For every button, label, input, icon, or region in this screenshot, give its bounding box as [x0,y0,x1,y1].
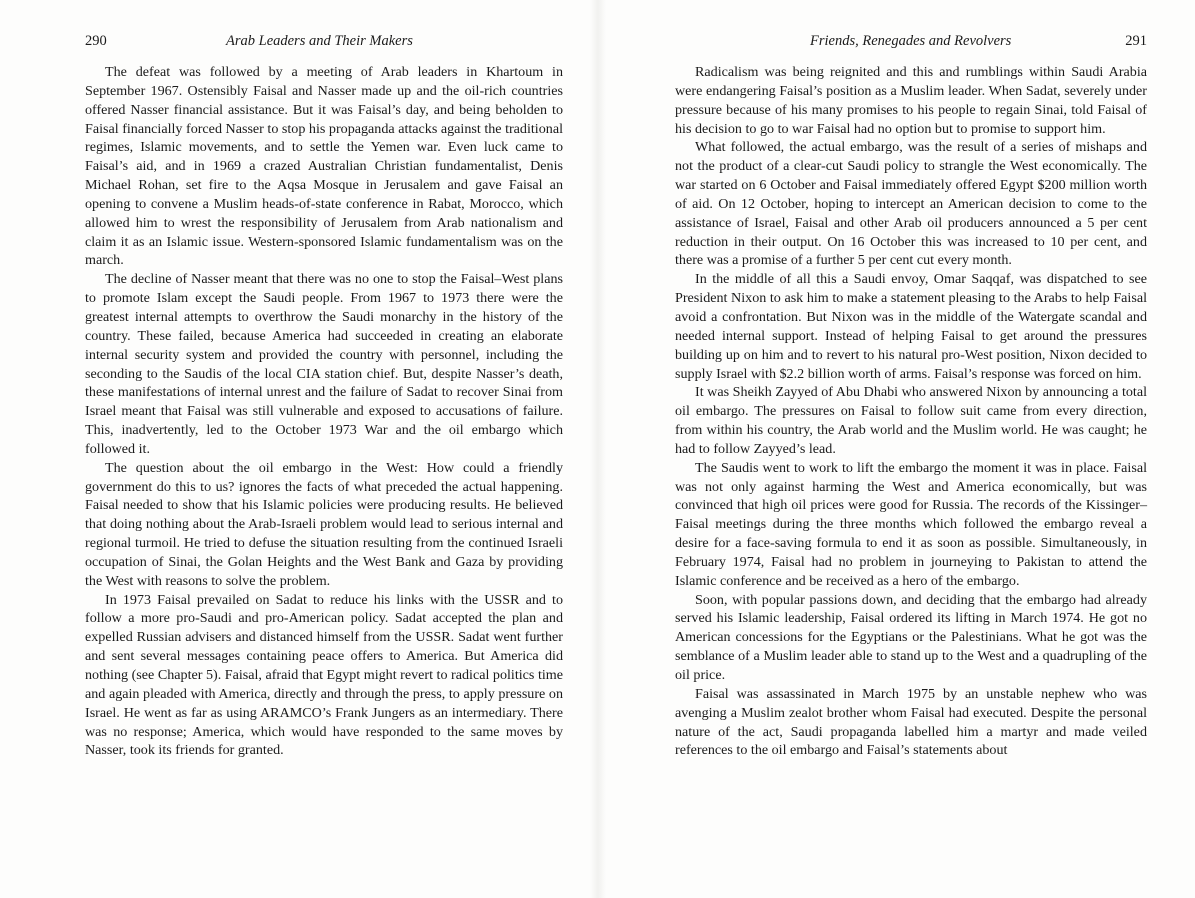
book-gutter [590,0,606,898]
right-paragraph-2: What followed, the actual embargo, was the result of a series of mishaps and not the product of a clear-cut Saudi policy to strangle the West economically. The war started on 6 October and Faisal immediately offered Egypt $200 million worth of aid. On 12 October, hoping to intercept an American decision to come to the assistance of Israel, Faisal and other Arab oil producers announced a 5 per cent reduction in their output. On 16 October this was increased to 10 per cent, and there was a promise of a further 5 per cent cut every month. [675,139,1147,269]
left-paragraph-2: The decline of Nasser meant that there was no one to stop the Faisal–West plans to promote Islam except the Saudi people. From 1967 to 1973 there were the greatest internal attempts to overthrow the Saudi monarchy in the history of the country. These failed, because America had succeeded in creating an elaborate internal security system and provided the country with personnel, including the seconding to the Saudis of the local CIA station chief. But, despite Nasser’s death, these manifestations of internal unrest and the failure of Sadat to recover Sinai from Israel meant that Faisal was still vulnerable and exposed to accusations of failure. This, inadvertently, led to the October 1973 War and the oil embargo which followed it. [85,271,563,457]
left-paragraph-4: In 1973 Faisal prevailed on Sadat to reduce his links with the USSR and to follow a more pro-Saudi and pro-American policy. Sadat accepted the plan and expelled Russian advisers and distanced himself from the USSR. Sadat went further and sent several messages containing peace offers to America. But America did nothing (see Chapter 5). Faisal, afraid that Egypt might revert to radical politics time and again pleaded with America, directly and through the press, to apply pressure on Israel. He went as far as using ARAMCO’s Frank Jungers as an intermediary. There was no response; America, which would have responded to the same moves by Nasser, took its friends for granted. [85,591,563,759]
right-paragraph-4: It was Sheikh Zayyed of Abu Dhabi who answered Nixon by announcing a total oil embargo. The pressures on Faisal to follow suit came from every direction, from within his country, the Arab world and the Muslim world. He was caught; he had to follow Zayyed’s lead. [675,384,1147,457]
right-running-head: Friends, Renegades and Revolvers [810,33,1012,49]
right-paragraph-1: Radicalism was being reignited and this and rumblings within Saudi Arabia were endangering Faisal’s position as a Muslim leader. When Sadat, severely under pressure because of his many promises to his people to regain Sinai, told Faisal of his decision to go to war Faisal had no option but to promise to support him. [675,64,1147,137]
right-page-header [675,33,1147,53]
right-paragraph-7: Faisal was assassinated in March 1975 by an unstable nephew who was avenging a Muslim zealot brother whom Faisal had executed. Despite the personal nature of the act, Saudi propaganda labelled him a martyr and made veiled references to the oil embargo and Faisal’s statements about [675,685,1147,759]
left-page-body [85,63,563,760]
left-paragraph-1: The defeat was followed by a meeting of Arab leaders in Khartoum in September 1967. Ostensibly Faisal and Nasser made up and the oil-rich countries offered Nasser financial assistance. But it was Faisal’s day, and being beholden to Faisal financially forced Nasser to stop his propaganda attacks against the traditional regimes, Islamic movements, and to settle the Yemen war. Even luck came to Faisal’s aid, and in 1969 a crazed Australian Christian fundamentalist, Denis Michael Rohan, set fire to the Aqsa Mosque in Jerusalem and gave Faisal an opening to convene a Muslim heads-of-state conference in Rabat, Morocco, which allowed him to wrest the responsibility of Jerusalem from Arab nationalism and claim it as an Islamic issue. Western-sponsored Islamic fundamentalism was on the march. [85,64,563,269]
left-page-number: 290 [85,33,107,49]
left-running-head: Arab Leaders and Their Makers [226,33,413,49]
left-page-header [85,33,563,53]
right-paragraph-5: The Saudis went to work to lift the embargo the moment it was in place. Faisal was not only against harming the West and America economically, but was convinced that high oil prices were good for Russia. The records of the Kissinger–Faisal meetings during the three months which followed the embargo reveal a desire for a face-saving formula to end it as soon as possible. Simultaneously, in February 1974, Faisal had no problem in journeying to Pakistan to attend the Islamic conference and be received as a hero of the embargo. [675,459,1147,589]
right-page-number: 291 [1125,33,1147,49]
right-paragraph-6: Soon, with popular passions down, and deciding that the embargo had already served his Islamic leadership, Faisal ordered its lifting in March 1974. He got no American concessions for the Egyptians or the Palestinians. What he got was the semblance of a Muslim leader able to stand up to the West and a quadrupling of the oil price. [675,591,1147,683]
left-paragraph-3: The question about the oil embargo in the West: How could a friendly government do this to us? ignores the facts of what preceded the actual happening. Faisal needed to show that his Islamic policies were producing results. He believed that doing nothing about the Arab-Israeli problem would lead to serious internal and regional turmoil. He tried to defuse the situation resulting from the continued Israeli occupation of Sinai, the Golan Heights and the West Bank and Gaza by providing the West with reasons to solve the problem. [85,459,563,589]
right-paragraph-3: In the middle of all this a Saudi envoy, Omar Saqqaf, was dispatched to see President Nixon to ask him to make a statement pleasing to the Arabs to help Faisal avoid a confrontation. But Nixon was in the middle of the Watergate scandal and needed internal support. Instead of helping Faisal to get around the pressures building up on him and to revert to his natural pro-West position, Nixon decided to supply Israel with $2.2 billion worth of arms. Faisal’s response was forced on him. [675,271,1147,382]
right-page-body [675,63,1147,760]
